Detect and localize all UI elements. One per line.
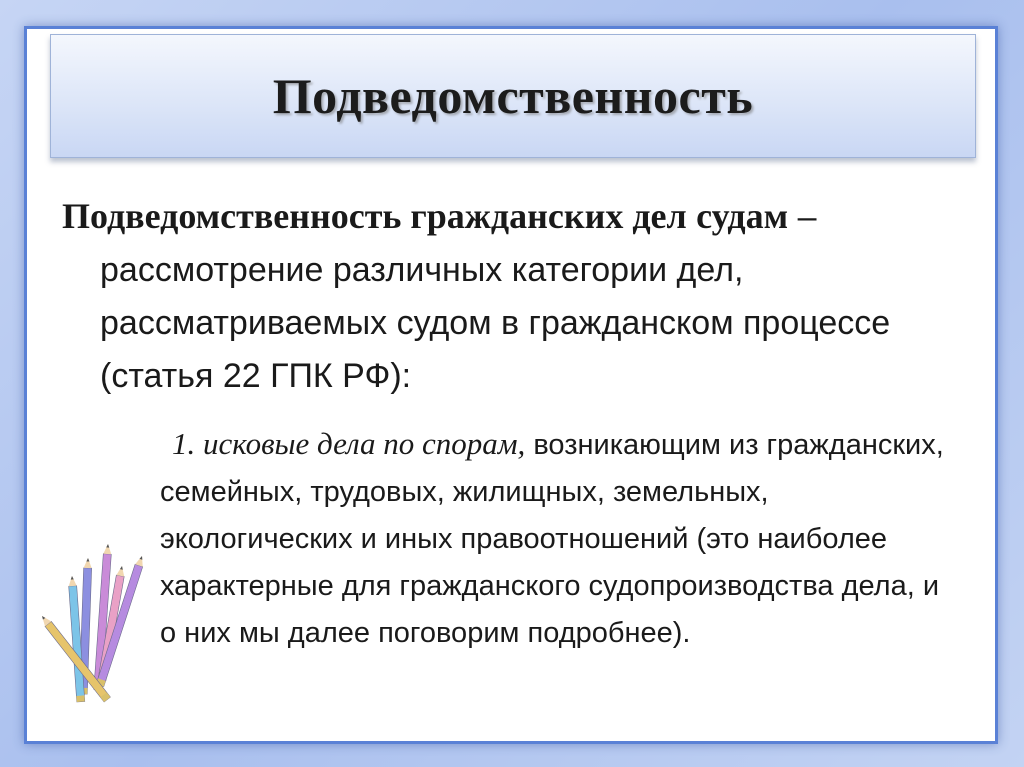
definition-dash: – [788, 198, 817, 236]
slide-title: Подведомственность [272, 68, 754, 124]
title-banner [50, 34, 976, 158]
definition-term-line2: судам [696, 196, 789, 236]
list-item-text: возникающим из гражданских, семейных, трудовых, жилищных, земельных, экологических и иных правоотношений (это наиболее характерные для гражданского судопроизводства дела, и о них мы далее поговорим подробнее). [160, 429, 944, 649]
colored-pencils-icon [30, 536, 160, 714]
definition-paragraph [62, 190, 1005, 403]
list-item-lead: 1. исковые дела по спорам, [172, 426, 526, 461]
definition-term-line1: Подведомственность гражданских дел [62, 196, 687, 236]
definition-text: рассмотрение различных категории дел, рассматриваемых судом в гражданском процессе (статья 22 ГПК РФ): [100, 251, 891, 395]
list-item [160, 420, 960, 657]
